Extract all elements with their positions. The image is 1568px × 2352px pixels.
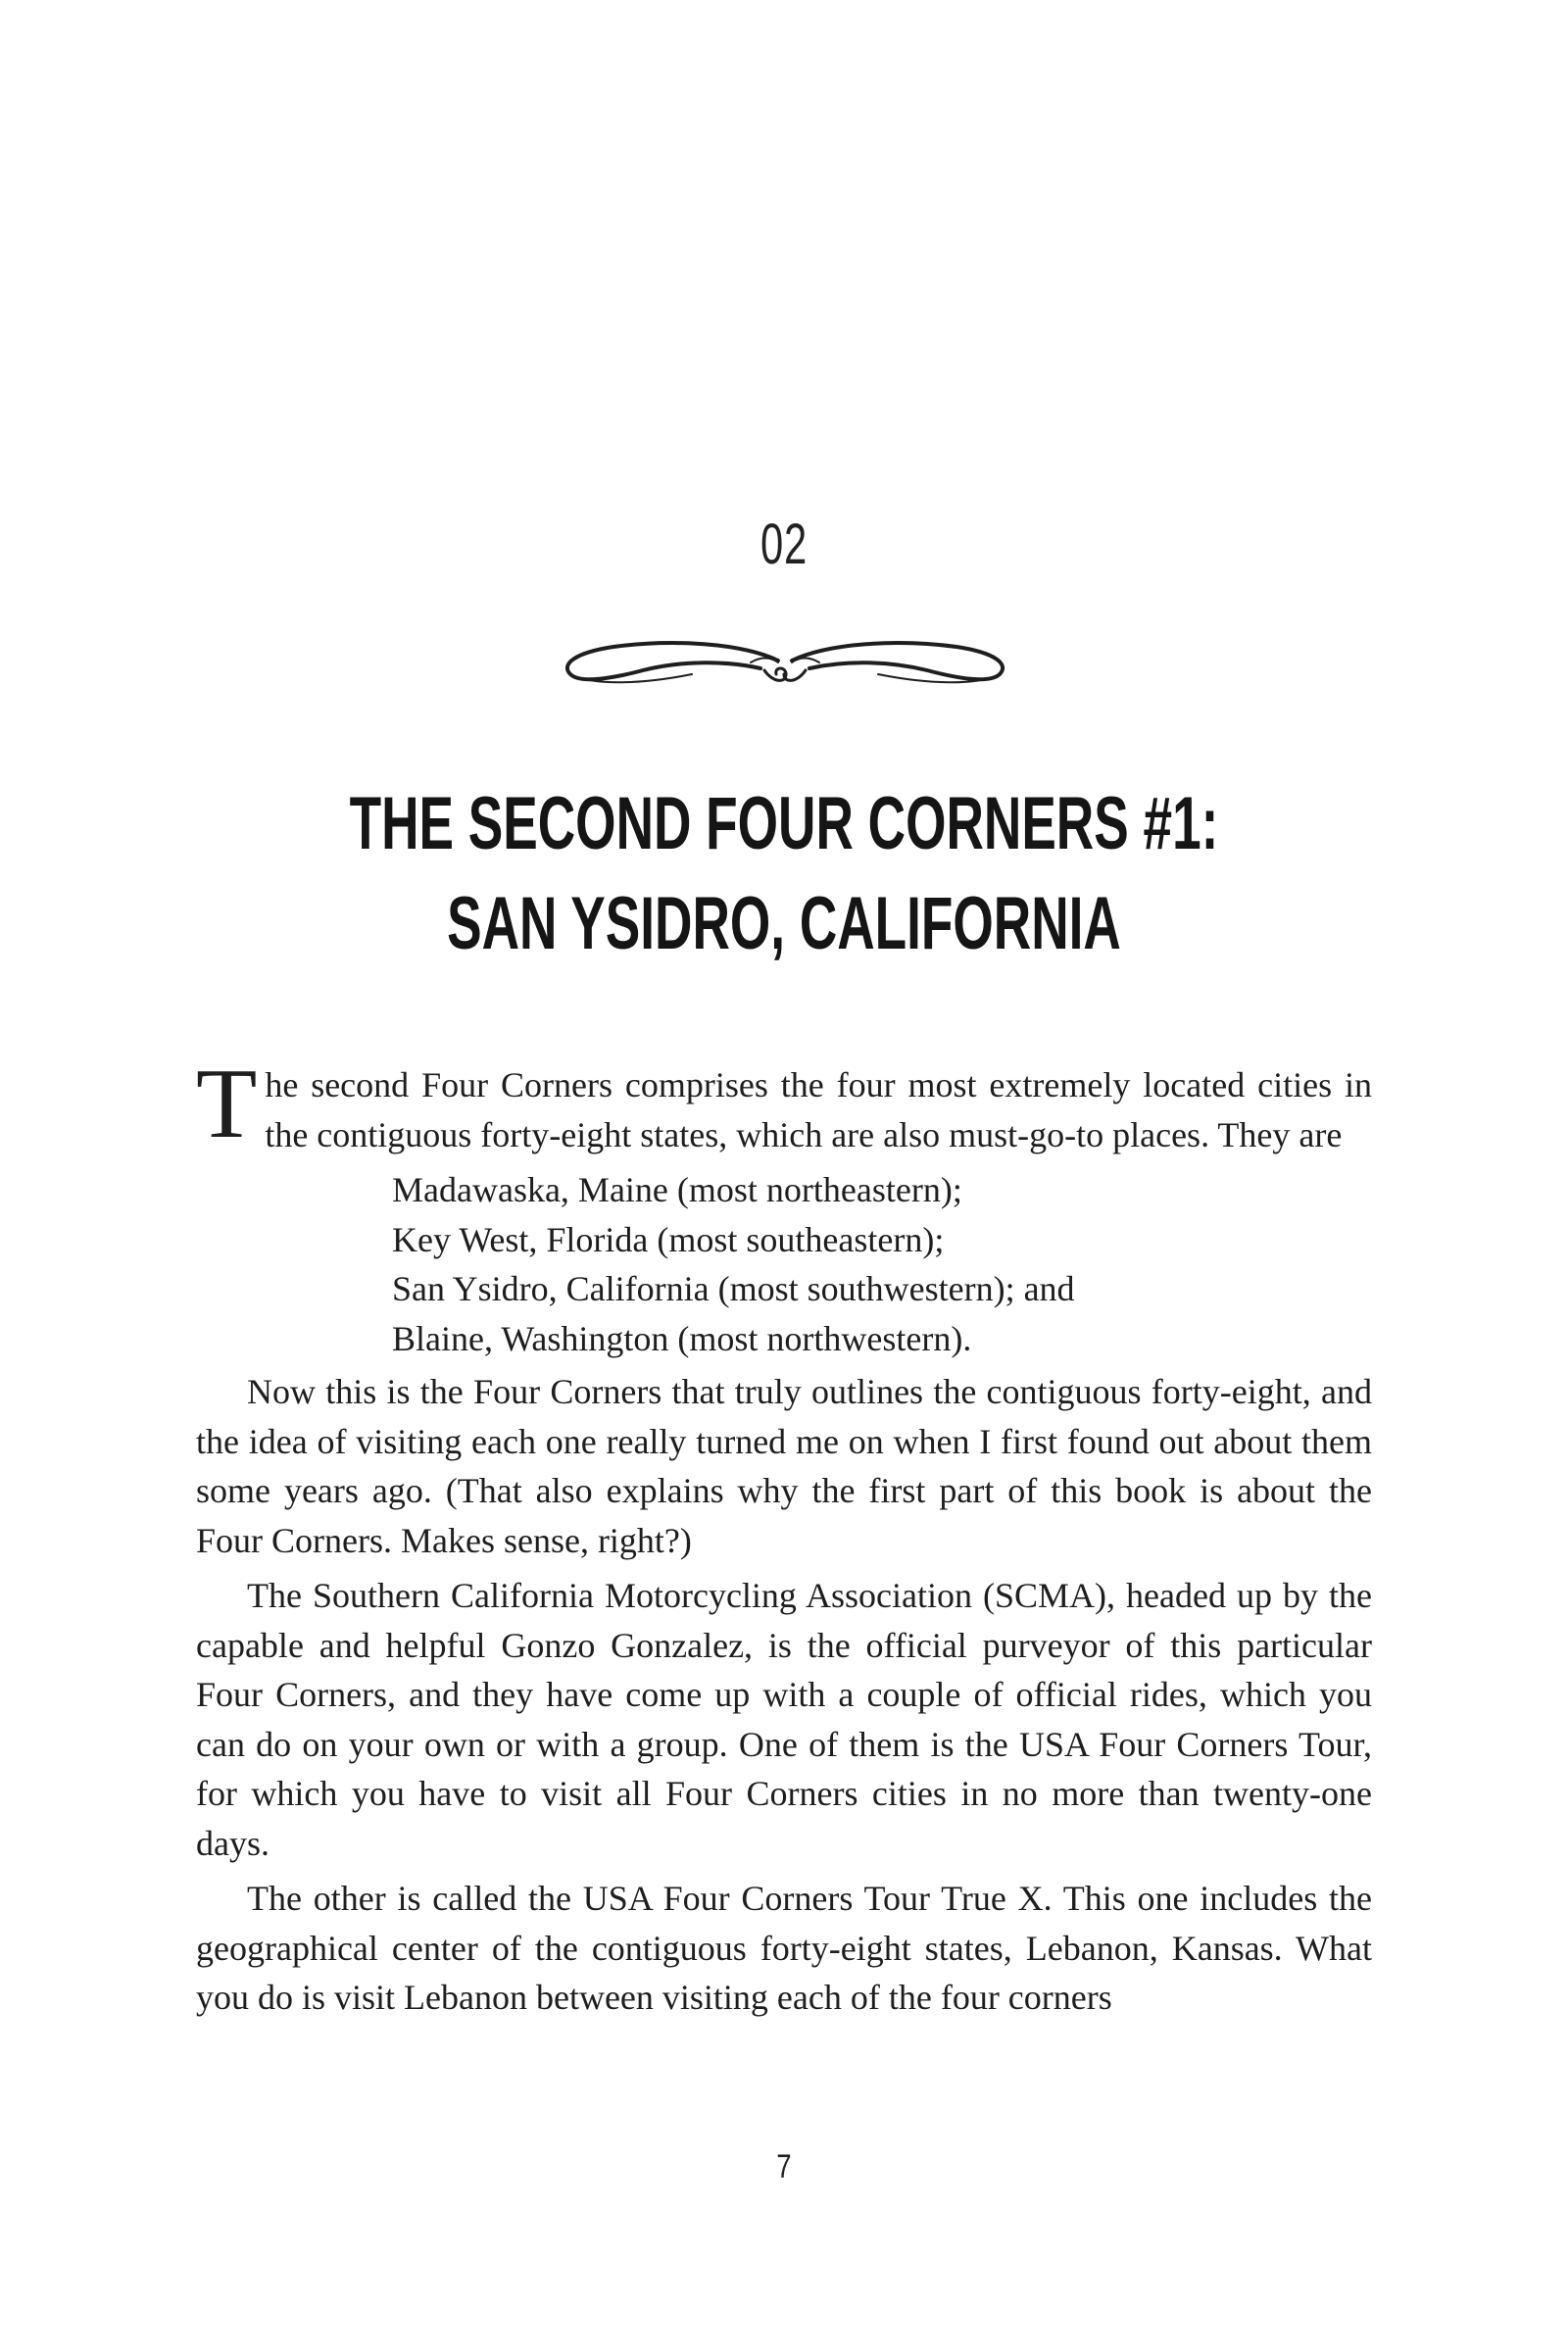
list-item: Madawaska, Maine (most northeastern); (392, 1170, 962, 1209)
flourish-ornament-icon (555, 635, 1015, 694)
chapter-title-line-2: SAN YSIDRO, CALIFORNIA (447, 882, 1121, 965)
list-item: Key West, Florida (most southeastern); (392, 1219, 945, 1259)
chapter-title-line-1: THE SECOND FOUR CORNERS #1: (349, 782, 1219, 865)
chapter-number: 02 (760, 513, 808, 576)
chapter-title (0, 774, 1568, 974)
intro-paragraph (196, 1049, 1372, 1159)
list-item: Blaine, Washington (most northwestern). (392, 1318, 972, 1358)
drop-cap: T (196, 1049, 258, 1159)
paragraph: Now this is the Four Corners that truly outlines the contiguous forty-eight, and the idea of visiting each one really turned me on when I first found out about them some years ago. (That also explains why the first part of this book is about the Four Corners. Makes sense, right?) (196, 1372, 1372, 1560)
page-number: 7 (776, 2148, 792, 2185)
city-list (392, 1165, 1372, 1363)
intro-text: he second Four Corners comprises the four most extremely located cities in the contiguous forty-eight states, which are also must-go-to places. They are (265, 1065, 1372, 1154)
paragraph: The Southern California Motorcycling Association (SCMA), headed up by the capable and helpful Gonzo Gonzalez, is the official purveyor of this particular Four Corners, and they have come up with a couple of official rides, which you can do on your own or with a group. One of them is the USA Four Corners Tour, for which you have to visit all Four Corners cities in no more than twenty-one days. (196, 1576, 1372, 1863)
paragraph: The other is called the USA Four Corners Tour True X. This one includes the geographical center of the contiguous forty-eight states, Lebanon, Kansas. What you do is visit Lebanon between visiting each of the four corners (196, 1879, 1372, 2017)
body-text (196, 1049, 1372, 2023)
list-item: San Ysidro, California (most southwestern); and (392, 1269, 1075, 1308)
